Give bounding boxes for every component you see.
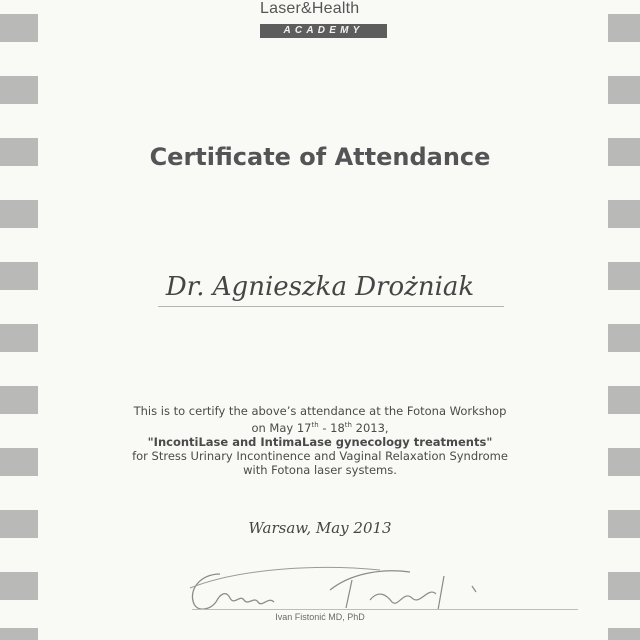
body-line-1: This is to certify the above’s attendance at the Fotona Workshop [133, 404, 507, 418]
stripe-block [608, 324, 640, 352]
recipient-underline [158, 306, 504, 307]
stripe-block [0, 14, 38, 42]
ordinal-suffix: th [311, 421, 319, 429]
stripe-block [608, 628, 640, 640]
logo-subtitle: ACADEMY [260, 24, 387, 38]
workshop-name: "IncontiLase and IntimaLase gynecology treatments" [147, 434, 493, 449]
right-stripe-border [608, 0, 640, 640]
stripe-block [608, 200, 640, 228]
stripe-block [0, 628, 38, 640]
stripe-block [0, 386, 38, 414]
stripe-block [608, 76, 640, 104]
certificate-body [80, 404, 560, 477]
stripe-block [0, 76, 38, 104]
ordinal-suffix: th [344, 421, 352, 429]
body-line-5: with Fotona laser systems. [243, 462, 397, 477]
handwritten-signature [180, 560, 520, 620]
stripe-block [0, 200, 38, 228]
body-line-2-start: on May 17 [251, 420, 312, 435]
stripe-block [0, 448, 38, 476]
stripe-block [608, 572, 640, 600]
body-line-4: for Stress Urinary Incontinence and Vaginal Relaxation Syndrome [132, 448, 508, 463]
left-stripe-border [0, 0, 40, 640]
body-line-2-mid: - 18 [318, 420, 345, 435]
signer-name: Ivan Fistonić MD, PhD [275, 612, 365, 622]
signature-line [192, 609, 578, 610]
stripe-block [608, 386, 640, 414]
body-line-2-end: 2013, [351, 420, 389, 435]
stripe-block [608, 14, 640, 42]
academy-logo [258, 0, 390, 42]
stripe-block [608, 448, 640, 476]
stripe-block [0, 572, 38, 600]
certificate-title: Certificate of Attendance [149, 143, 491, 171]
body-line-2 [80, 418, 560, 435]
logo-title: Laser&Health [260, 0, 360, 17]
stripe-block [0, 324, 38, 352]
place-and-date: Warsaw, May 2013 [248, 519, 392, 537]
recipient-name: Dr. Agnieszka Drożniak [165, 272, 475, 302]
